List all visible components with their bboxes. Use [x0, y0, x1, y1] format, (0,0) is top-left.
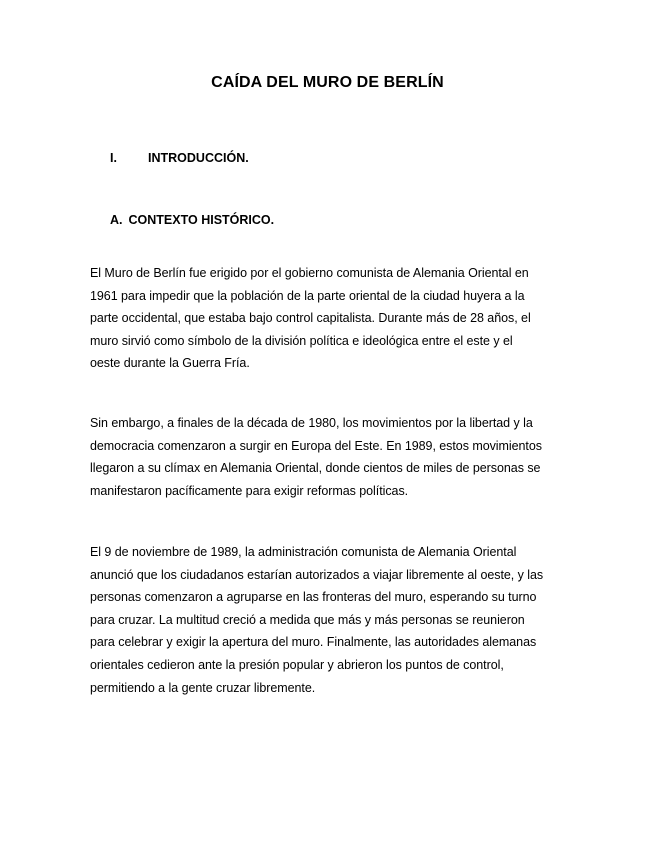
paragraph-line: orientales cedieron ante la presión popular y abrieron los puntos de control,: [90, 657, 504, 672]
section-number: I.: [110, 151, 117, 165]
subsection-label: CONTEXTO HISTÓRICO.: [128, 213, 275, 227]
subsection-number: A.: [110, 213, 123, 227]
paragraph-2: [90, 412, 570, 502]
paragraph-line: para celebrar y exigir la apertura del muro. Finalmente, las autoridades alemanas: [90, 635, 537, 650]
paragraph-line: El 9 de noviembre de 1989, la administración comunista de Alemania Oriental: [90, 545, 517, 559]
paragraph-line: parte occidental, que estaba bajo control capitalista. Durante más de 28 años, el: [90, 311, 531, 326]
paragraph-line: Sin embargo, a finales de la década de 1980, los movimientos por la libertad y la: [90, 416, 533, 430]
paragraph-line: El Muro de Berlín fue erigido por el gobierno comunista de Alemania Oriental en: [90, 266, 529, 280]
paragraph-line: llegaron a su clímax en Alemania Oriental, donde cientos de miles de personas se: [90, 461, 541, 476]
paragraph-3: [90, 541, 570, 699]
paragraph-1: [90, 262, 570, 375]
paragraph-line: permitiendo a la gente cruzar libremente.: [90, 680, 316, 695]
subsection-heading: [110, 213, 274, 227]
paragraph-line: oeste durante la Guerra Fría.: [90, 356, 250, 371]
paragraph-line: para cruzar. La multitud creció a medida que más y más personas se reunieron: [90, 612, 525, 627]
paragraph-line: democracia comenzaron a surgir en Europa del Este. En 1989, estos movimientos: [90, 438, 542, 453]
paragraph-line: 1961 para impedir que la población de la parte oriental de la ciudad huyera a la: [90, 288, 525, 303]
section-label: INTRODUCCIÓN.: [148, 151, 249, 165]
paragraph-line: muro sirvió como símbolo de la división política e ideológica entre el este y el: [90, 333, 513, 348]
paragraph-line: manifestaron pacíficamente para exigir reformas políticas.: [90, 483, 409, 498]
paragraph-line: personas comenzaron a agruparse en las fronteras del muro, esperando su turno: [90, 590, 537, 605]
paragraph-line: anunció que los ciudadanos estarían autorizados a viajar libremente al oeste, y las: [90, 567, 544, 582]
section-heading: [110, 151, 249, 165]
document-title: CAÍDA DEL MURO DE BERLÍN: [211, 74, 444, 91]
